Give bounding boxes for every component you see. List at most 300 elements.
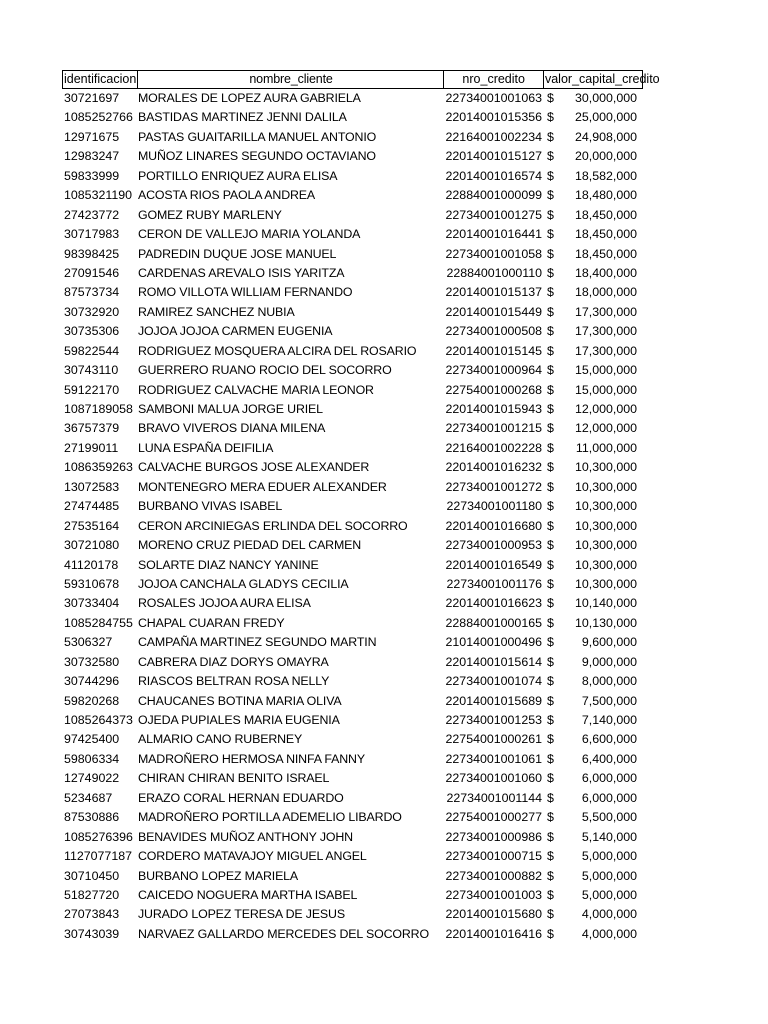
cell-nombre-cliente[interactable]: ROMO VILLOTA WILLIAM FERNANDO xyxy=(138,285,353,300)
cell-valor-capital[interactable] xyxy=(545,653,643,672)
cell-identificacion[interactable]: 30733404 xyxy=(64,596,120,611)
currency-symbol: $ xyxy=(547,849,554,864)
valor-amount: 18,000,000 xyxy=(574,285,637,300)
table-row xyxy=(62,283,643,302)
cell-identificacion[interactable]: 59822544 xyxy=(64,343,120,358)
currency-symbol: $ xyxy=(547,207,554,222)
currency-symbol: $ xyxy=(547,926,554,941)
cell-identificacion[interactable]: 30735306 xyxy=(64,324,120,339)
cell-nro-credito[interactable]: 22014001015689 xyxy=(445,693,542,708)
table-row xyxy=(62,167,643,186)
currency-symbol: $ xyxy=(547,887,554,902)
cell-valor-capital[interactable] xyxy=(545,789,643,808)
cell-nombre-cliente[interactable]: BASTIDAS MARTINEZ JENNI DALILA xyxy=(138,110,347,125)
currency-symbol: $ xyxy=(547,518,554,533)
header-nombre-cliente[interactable]: nombre_cliente xyxy=(138,71,445,88)
valor-amount: 5,000,000 xyxy=(581,887,637,902)
cell-identificacion[interactable]: 98398425 xyxy=(64,246,120,261)
currency-symbol: $ xyxy=(547,479,554,494)
valor-amount: 6,600,000 xyxy=(581,732,637,747)
cell-nro-credito[interactable]: 22014001015614 xyxy=(445,654,542,669)
currency-symbol: $ xyxy=(547,421,554,436)
cell-nro-credito[interactable]: 22164001002234 xyxy=(445,129,542,144)
header-identificacion[interactable]: identificacion xyxy=(64,72,137,86)
table-row xyxy=(62,886,643,905)
table-body xyxy=(62,89,643,944)
cell-nro-credito[interactable]: 22734001000964 xyxy=(445,363,542,378)
cell-identificacion[interactable]: 1086359263 xyxy=(64,460,133,475)
cell-identificacion[interactable]: 27474485 xyxy=(64,499,120,514)
cell-identificacion[interactable]: 1085264373 xyxy=(64,713,133,727)
cell-identificacion[interactable]: 27199011 xyxy=(64,440,119,455)
currency-symbol: $ xyxy=(547,460,554,475)
valor-amount: 5,500,000 xyxy=(581,810,637,825)
cell-nro-credito[interactable]: 22734001001144 xyxy=(446,790,542,805)
table-row xyxy=(62,769,643,788)
cell-nombre-cliente[interactable]: LUNA ESPAÑA DEIFILIA xyxy=(138,440,274,455)
cell-identificacion[interactable]: 51827720 xyxy=(64,887,120,902)
cell-valor-capital[interactable] xyxy=(545,167,643,186)
currency-symbol: $ xyxy=(547,324,554,339)
currency-symbol: $ xyxy=(547,363,554,378)
table-row xyxy=(62,89,643,108)
currency-symbol: $ xyxy=(547,654,554,669)
currency-symbol: $ xyxy=(547,790,554,805)
cell-valor-capital[interactable] xyxy=(545,692,643,711)
table-row xyxy=(62,594,643,613)
cell-nombre-cliente[interactable]: ERAZO CORAL HERNAN EDUARDO xyxy=(138,790,344,805)
valor-amount: 5,000,000 xyxy=(581,849,637,864)
cell-nro-credito[interactable]: 22734001001215 xyxy=(445,421,542,436)
table-row xyxy=(62,808,643,827)
cell-nombre-cliente[interactable]: MUÑOZ LINARES SEGUNDO OCTAVIANO xyxy=(138,149,376,164)
table-row xyxy=(62,419,643,438)
cell-nombre-cliente[interactable]: RAMIREZ SANCHEZ NUBIA xyxy=(138,304,295,319)
currency-symbol: $ xyxy=(547,246,554,261)
cell-nro-credito[interactable]: 22014001015356 xyxy=(445,110,542,125)
cell-nombre-cliente[interactable]: JURADO LOPEZ TERESA DE JESUS xyxy=(138,907,345,922)
cell-identificacion[interactable]: 12749022 xyxy=(64,771,120,786)
cell-nombre-cliente[interactable]: BURBANO VIVAS ISABEL xyxy=(138,499,283,514)
cell-nro-credito[interactable]: 22164001002228 xyxy=(445,440,542,455)
cell-identificacion[interactable]: 87573734 xyxy=(64,285,120,300)
currency-symbol: $ xyxy=(547,499,554,514)
cell-nombre-cliente[interactable]: CHAPAL CUARAN FREDY xyxy=(138,615,285,630)
valor-amount: 18,480,000 xyxy=(574,188,637,203)
cell-valor-capital[interactable] xyxy=(545,458,643,477)
cell-nro-credito[interactable]: 22014001016549 xyxy=(445,557,542,572)
cell-identificacion[interactable]: 27535164 xyxy=(64,518,120,533)
cell-identificacion[interactable]: 59833999 xyxy=(64,168,120,183)
table-row xyxy=(62,614,643,633)
cell-nro-credito[interactable]: 22734001000882 xyxy=(445,868,542,883)
table-row xyxy=(62,478,643,497)
table-row xyxy=(62,186,643,205)
table-row xyxy=(62,108,643,127)
cell-nombre-cliente[interactable]: CORDERO MATAVAJOY MIGUEL ANGEL xyxy=(138,849,367,864)
table-row xyxy=(62,867,643,886)
cell-identificacion[interactable]: 59122170 xyxy=(64,382,120,397)
cell-nombre-cliente[interactable]: RODRIGUEZ MOSQUERA ALCIRA DEL ROSARIO xyxy=(138,343,417,358)
cell-nombre-cliente[interactable]: PADREDIN DUQUE JOSE MANUEL xyxy=(138,246,337,261)
currency-symbol: $ xyxy=(547,227,554,242)
cell-nro-credito[interactable]: 22734001001176 xyxy=(446,576,542,591)
cell-nombre-cliente[interactable]: MORALES DE LOPEZ AURA GABRIELA xyxy=(138,91,361,105)
table-row xyxy=(62,789,643,808)
currency-symbol: $ xyxy=(547,596,554,611)
table-row xyxy=(62,322,643,341)
cell-identificacion[interactable]: 30717983 xyxy=(64,227,120,242)
valor-amount: 17,300,000 xyxy=(574,324,637,339)
cell-nombre-cliente[interactable]: ACOSTA RIOS PAOLA ANDREA xyxy=(138,188,316,203)
table-row xyxy=(62,925,643,944)
valor-amount: 5,000,000 xyxy=(581,868,637,883)
cell-nro-credito[interactable]: 22884001000110 xyxy=(446,265,542,280)
table-row xyxy=(62,342,643,361)
cell-nombre-cliente[interactable]: BURBANO LOPEZ MARIELA xyxy=(138,868,299,883)
currency-symbol: $ xyxy=(547,868,554,883)
table-row xyxy=(62,517,643,536)
header-nro-credito[interactable]: nro_credito xyxy=(444,71,544,88)
table-row xyxy=(62,750,643,769)
cell-identificacion[interactable]: 59806334 xyxy=(64,751,120,766)
cell-identificacion[interactable]: 27091546 xyxy=(64,265,120,280)
cell-nro-credito[interactable]: 22014001016574 xyxy=(445,168,542,183)
currency-symbol: $ xyxy=(547,188,554,203)
valor-amount: 10,300,000 xyxy=(574,557,637,572)
table-row xyxy=(62,206,643,225)
cell-nombre-cliente[interactable]: PORTILLO ENRIQUEZ AURA ELISA xyxy=(138,168,338,183)
valor-amount: 18,450,000 xyxy=(574,207,637,222)
cell-nombre-cliente[interactable]: MONTENEGRO MERA EDUER ALEXANDER xyxy=(138,479,387,494)
cell-nro-credito[interactable]: 22014001016232 xyxy=(445,460,542,475)
cell-identificacion[interactable]: 13072583 xyxy=(64,479,120,494)
cell-identificacion[interactable]: 1127077187 xyxy=(64,849,132,864)
cell-nombre-cliente[interactable]: JOJOA CANCHALA GLADYS CECILIA xyxy=(138,576,349,591)
cell-identificacion[interactable]: 87530886 xyxy=(64,810,120,825)
currency-symbol: $ xyxy=(547,771,554,786)
cell-nro-credito[interactable]: 22014001015127 xyxy=(445,149,542,164)
cell-identificacion[interactable]: 30744296 xyxy=(64,674,120,689)
cell-nro-credito[interactable]: 22734001000986 xyxy=(445,829,542,844)
cell-nro-credito[interactable]: 22884001000165 xyxy=(445,615,542,630)
cell-nro-credito[interactable]: 22734001000953 xyxy=(445,538,542,553)
cell-nombre-cliente[interactable]: NARVAEZ GALLARDO MERCEDES DEL SOCORRO xyxy=(138,926,429,941)
valor-amount: 17,300,000 xyxy=(574,343,637,358)
table-row xyxy=(62,400,643,419)
table-row xyxy=(62,536,643,555)
valor-amount: 24,908,000 xyxy=(574,129,637,144)
table-row xyxy=(62,458,643,477)
table-row xyxy=(62,653,643,672)
currency-symbol: $ xyxy=(547,149,554,164)
valor-amount: 9,000,000 xyxy=(581,654,637,669)
currency-symbol: $ xyxy=(547,576,554,591)
cell-valor-capital[interactable] xyxy=(545,536,643,555)
cell-nombre-cliente[interactable]: MADROÑERO HERMOSA NINFA FANNY xyxy=(138,751,365,766)
table-row xyxy=(62,692,643,711)
cell-nombre-cliente[interactable]: ROSALES JOJOA AURA ELISA xyxy=(138,596,311,611)
cell-identificacion[interactable]: 27073843 xyxy=(64,907,120,922)
table-row xyxy=(62,672,643,691)
cell-nombre-cliente[interactable]: SAMBONI MALUA JORGE URIEL xyxy=(138,402,323,416)
cell-valor-capital[interactable] xyxy=(545,225,643,244)
cell-nombre-cliente[interactable]: JOJOA JOJOA CARMEN EUGENIA xyxy=(138,324,333,339)
valor-amount: 6,000,000 xyxy=(581,790,637,805)
cell-valor-capital[interactable] xyxy=(545,750,643,769)
header-valor-capital[interactable]: valor_capital_credito xyxy=(544,72,660,86)
currency-symbol: $ xyxy=(547,674,554,689)
table-row xyxy=(62,147,643,166)
cell-nombre-cliente[interactable]: CERON ARCINIEGAS ERLINDA DEL SOCORRO xyxy=(138,518,408,533)
table-header xyxy=(62,70,660,89)
currency-symbol: $ xyxy=(547,829,554,844)
cell-nro-credito[interactable]: 22014001016623 xyxy=(445,596,542,611)
table-row xyxy=(62,497,643,516)
cell-valor-capital[interactable] xyxy=(545,769,643,788)
cell-valor-capital[interactable] xyxy=(545,925,643,944)
cell-valor-capital[interactable] xyxy=(545,633,643,652)
table-row xyxy=(62,711,643,730)
cell-valor-capital[interactable] xyxy=(545,419,643,438)
cell-nro-credito[interactable]: 22754001000268 xyxy=(445,382,542,397)
table-row xyxy=(62,633,643,652)
currency-symbol: $ xyxy=(547,713,554,727)
cell-nro-credito[interactable]: 22734001001058 xyxy=(445,246,542,261)
cell-valor-capital[interactable] xyxy=(545,439,643,458)
valor-amount: 6,400,000 xyxy=(581,751,637,766)
cell-nombre-cliente[interactable]: CHIRAN CHIRAN BENITO ISRAEL xyxy=(138,771,330,786)
cell-valor-capital[interactable] xyxy=(545,730,643,749)
cell-identificacion[interactable]: 30721697 xyxy=(64,91,120,105)
currency-symbol: $ xyxy=(547,110,554,125)
valor-amount: 10,140,000 xyxy=(574,596,637,611)
cell-identificacion[interactable]: 97425400 xyxy=(64,732,120,747)
cell-nombre-cliente[interactable]: PASTAS GUAITARILLA MANUEL ANTONIO xyxy=(138,129,377,144)
cell-valor-capital[interactable] xyxy=(545,711,643,730)
cell-valor-capital[interactable] xyxy=(545,342,643,361)
cell-nombre-cliente[interactable]: BENAVIDES MUÑOZ ANTHONY JOHN xyxy=(138,829,353,844)
valor-amount: 10,300,000 xyxy=(574,499,637,514)
currency-symbol: $ xyxy=(547,129,554,144)
cell-nro-credito[interactable]: 22734001001003 xyxy=(445,887,542,902)
table-row xyxy=(62,303,643,322)
cell-valor-capital[interactable] xyxy=(545,381,643,400)
valor-amount: 10,300,000 xyxy=(574,460,637,475)
currency-symbol: $ xyxy=(547,907,554,922)
cell-valor-capital[interactable] xyxy=(545,497,643,516)
cell-valor-capital[interactable] xyxy=(545,828,643,847)
valor-amount: 12,000,000 xyxy=(574,402,637,416)
cell-nombre-cliente[interactable]: RODRIGUEZ CALVACHE MARIA LEONOR xyxy=(138,382,374,397)
cell-valor-capital[interactable] xyxy=(545,478,643,497)
cell-nro-credito[interactable]: 22754001000261 xyxy=(445,732,542,747)
cell-valor-capital[interactable] xyxy=(545,886,643,905)
cell-nro-credito[interactable]: 22014001016416 xyxy=(445,926,542,941)
cell-identificacion[interactable]: 1087189058 xyxy=(64,402,133,416)
cell-nro-credito[interactable]: 22734001001253 xyxy=(445,713,542,727)
table-row xyxy=(62,439,643,458)
table-row xyxy=(62,361,643,380)
cell-valor-capital[interactable] xyxy=(545,283,643,302)
cell-valor-capital[interactable] xyxy=(545,245,643,264)
valor-amount: 17,300,000 xyxy=(574,304,637,319)
valor-amount: 12,000,000 xyxy=(574,421,637,436)
cell-valor-capital[interactable] xyxy=(545,847,643,866)
valor-amount: 18,582,000 xyxy=(574,168,637,183)
cell-valor-capital[interactable] xyxy=(545,303,643,322)
currency-symbol: $ xyxy=(547,693,554,708)
table-row xyxy=(62,264,643,283)
table-row xyxy=(62,245,643,264)
cell-identificacion[interactable]: 27423772 xyxy=(64,207,120,222)
currency-symbol: $ xyxy=(547,304,554,319)
cell-nro-credito[interactable]: 22734001001061 xyxy=(445,751,542,766)
cell-nro-credito[interactable]: 22014001015449 xyxy=(445,304,542,319)
cell-nombre-cliente[interactable]: OJEDA PUPIALES MARIA EUGENIA xyxy=(138,713,340,727)
cell-identificacion[interactable]: 1085321190 xyxy=(64,188,132,203)
cell-nombre-cliente[interactable]: ALMARIO CANO RUBERNEY xyxy=(138,732,303,747)
cell-identificacion[interactable]: 30743039 xyxy=(64,926,120,941)
valor-amount: 18,450,000 xyxy=(574,246,637,261)
cell-nro-credito[interactable]: 22014001015145 xyxy=(445,343,542,358)
cell-identificacion[interactable]: 30743110 xyxy=(64,363,119,378)
cell-nro-credito[interactable]: 22734001001063 xyxy=(445,91,542,105)
currency-symbol: $ xyxy=(547,285,554,300)
valor-amount: 30,000,000 xyxy=(574,91,637,105)
table-row xyxy=(62,575,643,594)
cell-nombre-cliente[interactable]: SOLARTE DIAZ NANCY YANINE xyxy=(138,557,319,572)
cell-nro-credito[interactable]: 22734001001275 xyxy=(445,207,542,222)
cell-nro-credito[interactable]: 22014001015680 xyxy=(445,907,542,922)
cell-valor-capital[interactable] xyxy=(545,128,643,147)
cell-identificacion[interactable]: 12971675 xyxy=(64,129,120,144)
cell-nro-credito[interactable]: 22884001000099 xyxy=(445,188,542,203)
cell-identificacion[interactable]: 36757379 xyxy=(64,421,120,436)
cell-valor-capital[interactable] xyxy=(545,89,643,108)
cell-valor-capital[interactable] xyxy=(545,186,643,205)
cell-nro-credito[interactable]: 22014001016680 xyxy=(445,518,542,533)
valor-amount: 10,300,000 xyxy=(574,538,637,553)
cell-valor-capital[interactable] xyxy=(545,808,643,827)
cell-identificacion[interactable]: 30732580 xyxy=(64,654,120,669)
cell-identificacion[interactable]: 5306327 xyxy=(64,635,113,650)
cell-nro-credito[interactable]: 22754001000277 xyxy=(445,810,542,825)
cell-identificacion[interactable]: 12983247 xyxy=(64,149,120,164)
cell-nombre-cliente[interactable]: MADROÑERO PORTILLA ADEMELIO LIBARDO xyxy=(138,810,402,825)
cell-valor-capital[interactable] xyxy=(545,905,643,924)
valor-amount: 10,130,000 xyxy=(574,615,637,630)
currency-symbol: $ xyxy=(547,615,554,630)
cell-valor-capital[interactable] xyxy=(545,264,643,283)
cell-nro-credito[interactable]: 22734001001180 xyxy=(446,499,542,514)
cell-nombre-cliente[interactable]: CAMPAÑA MARTINEZ SEGUNDO MARTIN xyxy=(138,635,377,650)
cell-nombre-cliente[interactable]: GUERRERO RUANO ROCIO DEL SOCORRO xyxy=(138,363,392,378)
cell-identificacion[interactable]: 5234687 xyxy=(64,790,113,805)
cell-valor-capital[interactable] xyxy=(545,575,643,594)
cell-identificacion[interactable]: 30710450 xyxy=(64,868,120,883)
cell-nombre-cliente[interactable]: CABRERA DIAZ DORYS OMAYRA xyxy=(138,654,329,669)
cell-identificacion[interactable]: 41120178 xyxy=(64,557,119,572)
table-row xyxy=(62,905,643,924)
cell-identificacion[interactable]: 1085276396 xyxy=(64,829,133,844)
cell-nombre-cliente[interactable]: CHAUCANES BOTINA MARIA OLIVA xyxy=(138,693,342,708)
table-row xyxy=(62,225,643,244)
cell-identificacion[interactable]: 1085284755 xyxy=(64,615,133,630)
cell-valor-capital[interactable] xyxy=(545,108,643,127)
cell-valor-capital[interactable] xyxy=(545,147,643,166)
cell-nro-credito[interactable]: 22014001015137 xyxy=(445,285,542,300)
cell-nro-credito[interactable]: 22734001001272 xyxy=(445,479,542,494)
currency-symbol: $ xyxy=(547,265,554,280)
cell-valor-capital[interactable] xyxy=(545,206,643,225)
cell-valor-capital[interactable] xyxy=(545,672,643,691)
cell-nombre-cliente[interactable]: CERON DE VALLEJO MARIA YOLANDA xyxy=(138,227,361,242)
cell-valor-capital[interactable] xyxy=(545,614,643,633)
valor-amount: 11,000,000 xyxy=(575,440,637,455)
cell-identificacion[interactable]: 1085252766 xyxy=(64,110,133,125)
currency-symbol: $ xyxy=(547,402,554,416)
cell-nombre-cliente[interactable]: CARDENAS AREVALO ISIS YARITZA xyxy=(138,265,345,280)
cell-nro-credito[interactable]: 22014001015943 xyxy=(445,402,542,416)
table-row xyxy=(62,828,643,847)
currency-symbol: $ xyxy=(547,440,554,455)
cell-valor-capital[interactable] xyxy=(545,361,643,380)
cell-nombre-cliente[interactable]: GOMEZ RUBY MARLENY xyxy=(138,207,282,222)
cell-nro-credito[interactable]: 22734001001060 xyxy=(445,771,542,786)
cell-nombre-cliente[interactable]: CALVACHE BURGOS JOSE ALEXANDER xyxy=(138,460,370,475)
cell-identificacion[interactable]: 30732920 xyxy=(64,304,120,319)
cell-identificacion[interactable]: 30721080 xyxy=(64,538,120,553)
valor-amount: 4,000,000 xyxy=(581,926,637,941)
cell-nro-credito[interactable]: 22734001000508 xyxy=(445,324,542,339)
cell-valor-capital[interactable] xyxy=(545,556,643,575)
valor-amount: 4,000,000 xyxy=(581,907,637,922)
valor-amount: 10,300,000 xyxy=(574,576,637,591)
currency-symbol: $ xyxy=(547,635,554,650)
table-row xyxy=(62,847,643,866)
cell-nro-credito[interactable]: 22014001016441 xyxy=(445,227,542,242)
currency-symbol: $ xyxy=(547,810,554,825)
cell-identificacion[interactable]: 59310678 xyxy=(64,576,120,591)
valor-amount: 25,000,000 xyxy=(574,110,637,125)
valor-amount: 15,000,000 xyxy=(574,382,637,397)
valor-amount: 18,400,000 xyxy=(574,265,637,280)
currency-symbol: $ xyxy=(547,382,554,397)
cell-valor-capital[interactable] xyxy=(545,322,643,341)
cell-nombre-cliente[interactable]: MORENO CRUZ PIEDAD DEL CARMEN xyxy=(138,538,362,553)
currency-symbol: $ xyxy=(547,538,554,553)
cell-valor-capital[interactable] xyxy=(545,517,643,536)
cell-nombre-cliente[interactable]: CAICEDO NOGUERA MARTHA ISABEL xyxy=(138,887,358,902)
valor-amount: 15,000,000 xyxy=(574,363,637,378)
cell-nombre-cliente[interactable]: RIASCOS BELTRAN ROSA NELLY xyxy=(138,674,330,689)
cell-nro-credito[interactable]: 22734001000715 xyxy=(445,849,542,864)
currency-symbol: $ xyxy=(547,168,554,183)
cell-nro-credito[interactable]: 22734001001074 xyxy=(445,674,542,689)
cell-nro-credito[interactable]: 21014001000496 xyxy=(445,635,542,650)
valor-amount: 20,000,000 xyxy=(574,149,637,164)
credit-table xyxy=(62,70,660,944)
cell-valor-capital[interactable] xyxy=(545,400,643,419)
cell-nombre-cliente[interactable]: BRAVO VIVEROS DIANA MILENA xyxy=(138,421,326,436)
valor-amount: 7,500,000 xyxy=(581,693,637,708)
currency-symbol: $ xyxy=(547,732,554,747)
valor-amount: 18,450,000 xyxy=(574,227,637,242)
cell-valor-capital[interactable] xyxy=(545,594,643,613)
cell-valor-capital[interactable] xyxy=(545,867,643,886)
cell-identificacion[interactable]: 59820268 xyxy=(64,693,120,708)
